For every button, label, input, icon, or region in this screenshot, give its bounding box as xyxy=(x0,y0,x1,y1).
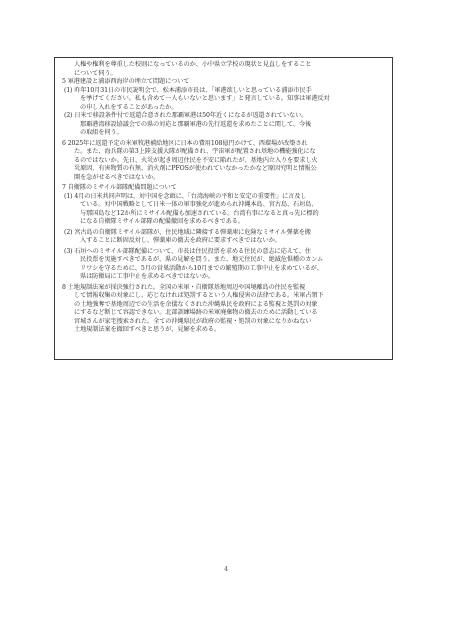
item7-sub3-line-1: (3) 石垣へのミサイル部隊配備について、市長は住民投票を求める住民の意志に応えて、住 xyxy=(64,247,311,255)
item4-continuation-line-1: 人権や権利を尊重した校則になっているのか、小中県立学校の現状と見直しをすること xyxy=(74,61,312,68)
item6-line-3: るのではないか。先日、火災が起き周辺住民を不安に陥れたが、基地内立入りを要求し火 xyxy=(74,156,318,164)
item8-line-1: 8 土地規制法案が採決強行された。全国の米軍・自衛隊基地周辺や国境離島の住民を監視 xyxy=(62,283,306,291)
item8-line-6: 土地規制法案を撤回すべきと思うが、見解を求める。 xyxy=(74,326,220,333)
item8-line-2: して情報収集の対象にし、応じなければ処罰するという人権侵害の法律である。米軍占領下 xyxy=(74,292,324,299)
item7-sub1-line-3: 与那国島など12か所にミサイル配備も加速されている。台湾有事になると真っ先に標的 xyxy=(80,209,319,217)
item7-sub2-line-1: (2) 宮古島の自衛隊ミサイル部隊が、住民地域に隣接する弾薬庫に危険なミサイル弾薬を搬 xyxy=(64,228,311,236)
item5-sub1-line-1: (1) 昨年10月31日の市民説明会で、松本浦添市長は、「軍港欲しいと思っている浦添市民手 xyxy=(64,86,312,94)
item8-line-5: 宮城さんが家宅捜索された。全ての沖縄県民が政府の監視・処罰の対象になりかねない xyxy=(74,317,312,325)
item8-line-3: の土地強奪で基地周辺での生活を余儀なくされた沖縄県民を政府による監視と処罰の対象 xyxy=(74,300,318,308)
item8-line-4: にするなど断じて容認できない。北部訓練場跡の米軍廃棄物の撤去のために活動している xyxy=(74,309,318,316)
item4-continuation-line-2: について伺う。 xyxy=(74,69,117,77)
item6-line-2: た。また、海兵隊の第3上陸支援大隊が配備され、宇宙軍が配置され基地の機能強化にな xyxy=(74,148,316,155)
item5-sub1-line-2: を挙げてください。私も含めて一人もいないと思います」と発言している。知事は軍港反対 xyxy=(80,95,330,102)
item5-sub2-line-3: の取組を伺う。 xyxy=(80,129,123,136)
item7-sub1-line-1: (1) 4月の日米共同声明は、対中国を念頭に、「台湾海峡の平和と安定の重要性」に言及し xyxy=(64,192,307,200)
item6-line-4: 災原因、有害物質の有無、消火剤にPFOSが使われていなかったかなど原因究明と情報公 xyxy=(74,165,317,172)
item6-line-5: 開を急がせるべきではないか。 xyxy=(74,173,160,181)
item7-sub1-line-2: ている。対中国戦略として日米一体の軍事強化が進められ沖縄本島、宮古島、石垣島、 xyxy=(80,201,318,208)
item5-sub2-line-1: (2) 日米で移設条件付で返還合意された那覇軍港は50年近くになるが返還されていない。 xyxy=(64,112,308,119)
item7-sub3-line-4: 県は防衛局に工事中止を求めるべきではないか。 xyxy=(80,273,214,280)
item7-sub1-line-4: になる自衛隊ミサイル部隊の配備撤回を求めるべきである。 xyxy=(80,218,244,225)
item6-line-1: 6 2025年に返還予定の米軍牧港補給地区に日本の費用108億円かけて、西環場が改築され xyxy=(62,139,308,147)
item7-sub3-line-3: リワシを守るために、5月の営巣活動から10月までの繁殖期の工事中止を求めているが、 xyxy=(80,264,323,272)
question-text xyxy=(60,61,386,335)
question-box xyxy=(54,57,393,360)
item7-heading: 7 自衛隊のミサイル部隊配備問題について xyxy=(62,184,177,191)
item5-sub2-line-2: 那覇港湾移設協議会での県の対応と那覇軍港の先行返還を求めたことに関して、今後 xyxy=(80,120,312,128)
item5-sub1-line-3: の申し入れをすることがあったか。 xyxy=(80,103,178,111)
page-number: 4 xyxy=(224,566,228,573)
item7-sub2-line-2: 入することに断固反対し、弾薬庫の撤去を政府に要求すべきではないか。 xyxy=(80,237,281,244)
item5-heading: 5 軍港建設と浦添西海岸の埋立て問題について xyxy=(62,78,190,85)
item7-sub3-line-2: 民投票を実施すべきであるが、県の見解を問う。また、地元住民が、絶滅危惧種のカンム xyxy=(80,256,324,263)
